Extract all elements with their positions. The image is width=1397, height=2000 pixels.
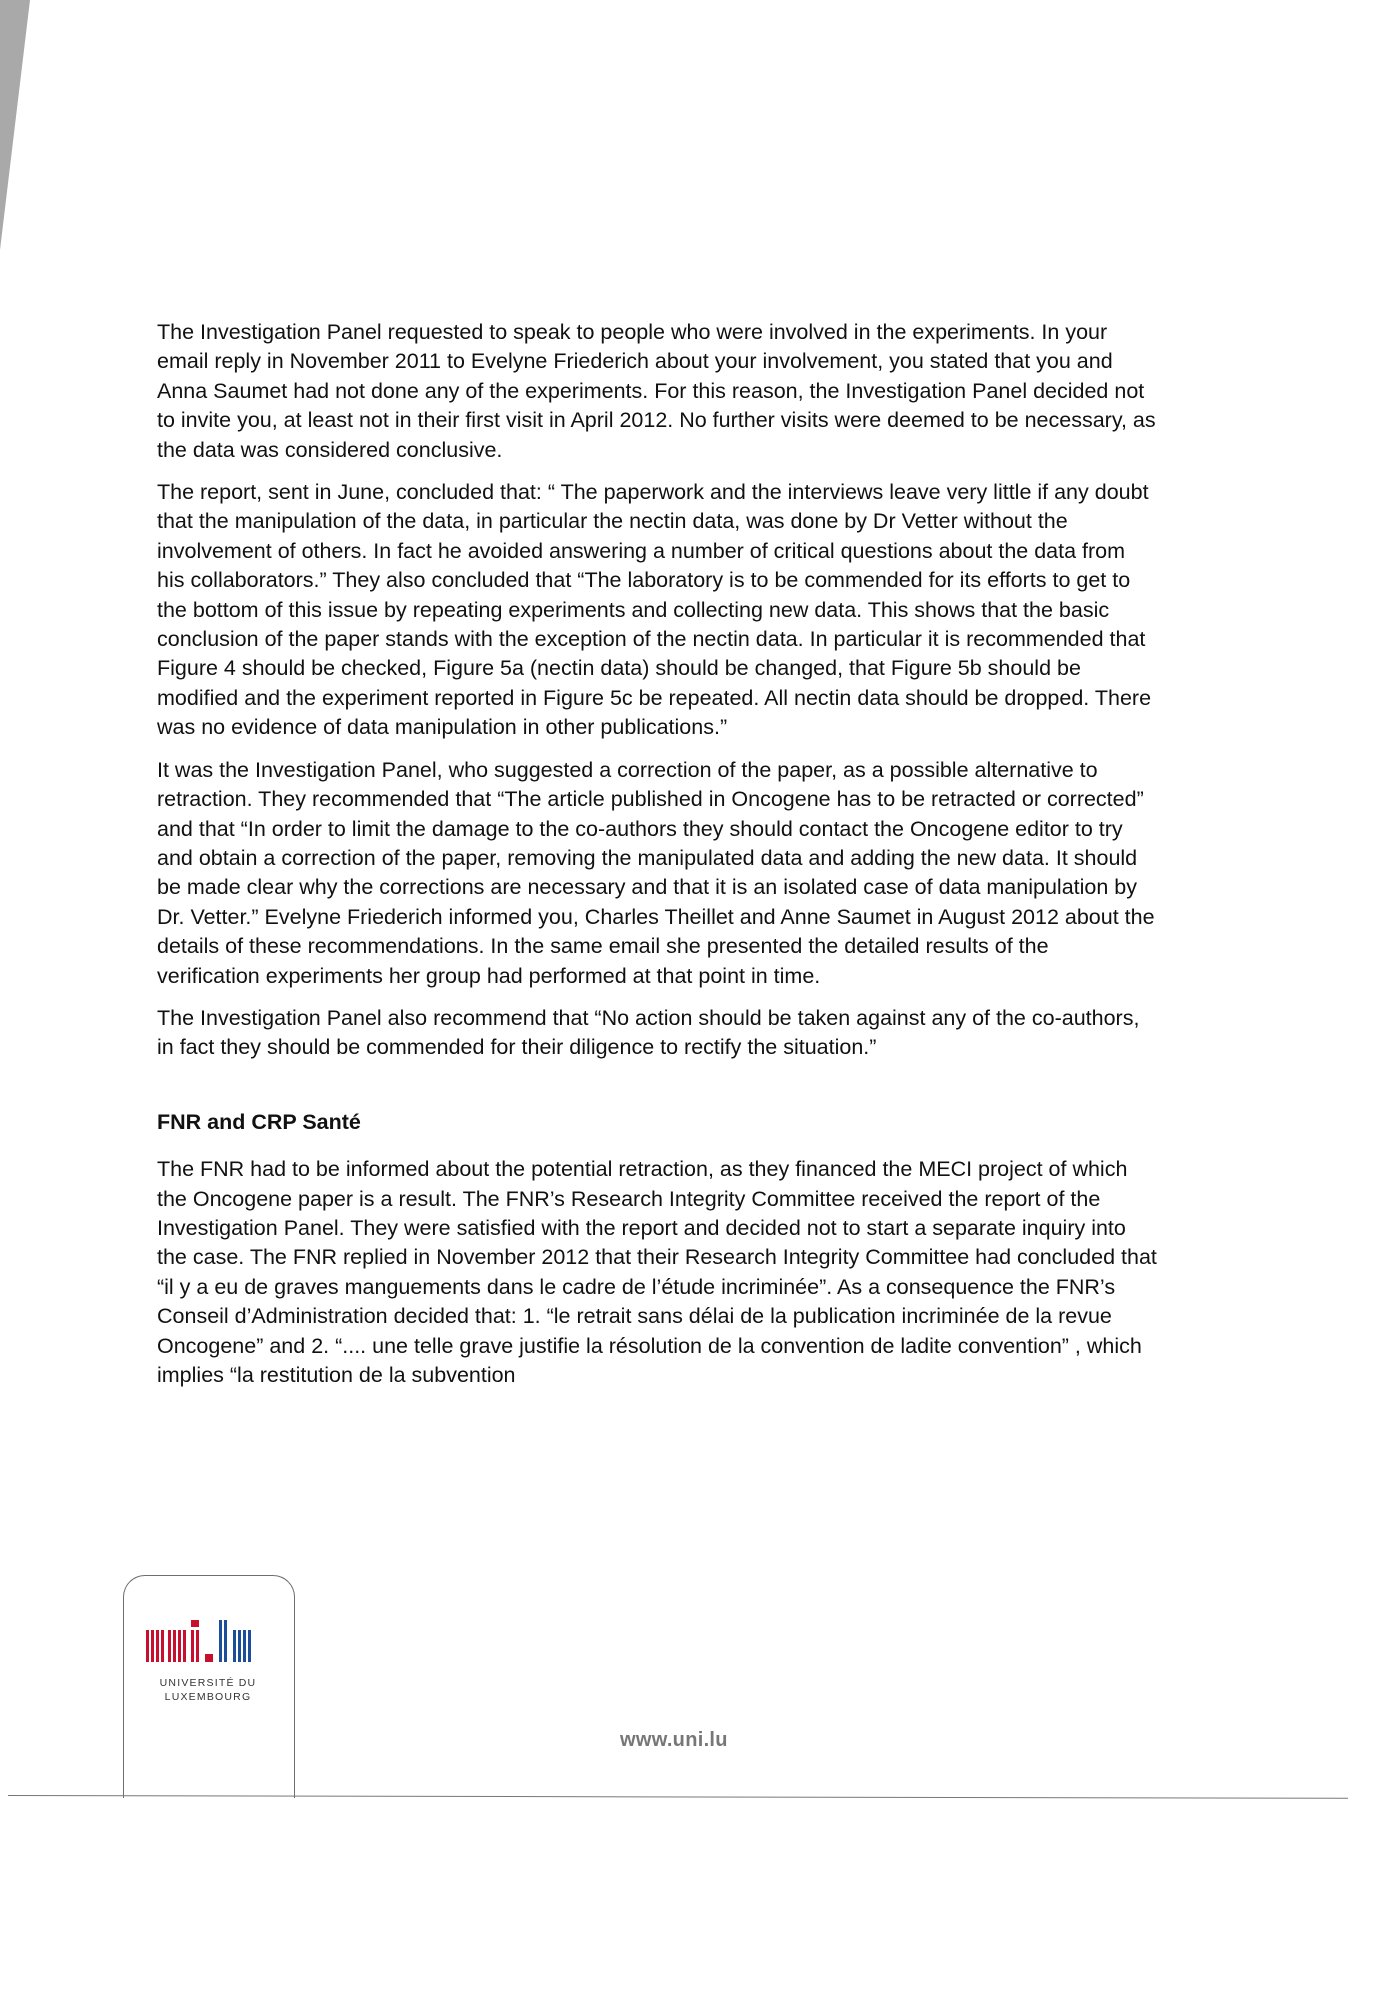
paragraph-fnr: The FNR had to be informed about the potential retraction, as they financed the MECI project of which the Oncogene paper is a result. The FNR’s Research Integrity Committee received the report of the Investigation Panel. They were satisfied with the report and decided not to start a separate inquiry into the case. The FNR replied in November 2012 that their Research Integrity Committee had concluded that “il y a eu de graves manguements dans le cadre de l’étude incriminée”. As a consequence the FNR’s Conseil d’Administration decided that: 1. “le retrait sans délai de la publication incriminée de la revue Oncogene” and 2. “.... une telle grave justifie la résolution de la convention de ladite convention” , which implies “la restitution de la subvention <box>157 1157 1157 1387</box>
uni-lu-logo-mark-icon <box>146 1620 268 1662</box>
university-logo <box>123 1575 295 1798</box>
paragraph-no-action: The Investigation Panel also recommend that “No action should be taken against any of the co-authors, in fact they should be commended for their diligence to rectify the situation.” <box>157 1005 1140 1060</box>
section-heading-fnr: FNR and CRP Santé <box>157 1109 361 1134</box>
paragraph-report-conclusion: The report, sent in June, concluded that: “ The paperwork and the interviews leave very little if any doubt that the manipulation of the data, in particular the nectin data, was done by Dr Vetter without the involvement of others. In fact he avoided answering a number of critical questions about the data from his collaborators.” They also concluded that “The laboratory is to be commended for its efforts to get to the bottom of this issue by repeating experiments and collecting new data. This shows that the basic conclusion of the paper stands with the exception of the nectin data. In particular it is recommended that Figure 4 should be checked, Figure 5a (nectin data) should be changed, that Figure 5b should be modified and the experiment reported in Figure 5c be repeated. All nectin data should be dropped. There was no evidence of data manipulation in other publications.” <box>157 480 1152 740</box>
letter-body <box>157 318 1157 1403</box>
paragraph-correction-suggestion: It was the Investigation Panel, who suggested a correction of the paper, as a possible alternative to retraction. They recommended that “The article published in Oncogene has to be retracted or corrected” and that “In order to limit the damage to the co-authors they should contact the Oncogene editor to try and obtain a correction of the paper, removing the manipulated data and adding the new data. It should be made clear why the corrections are necessary and that it is an isolated case of data manipulation by Dr. Vetter.” Evelyne Friederich informed you, Charles Theillet and Anne Saumet in August 2012 about the details of these recommendations. In the same email she presented the detailed results of the verification experiments her group had performed at that point in time. <box>157 757 1155 988</box>
logo-caption-line-1: UNIVERSITÉ DU <box>159 1677 257 1689</box>
logo-caption <box>130 1676 286 1704</box>
logo-caption-line-2: LUXEMBOURG <box>164 1691 252 1703</box>
logo-glyphs-icon <box>146 1620 268 1662</box>
footer-url: www.uni.lu <box>620 1729 728 1751</box>
paragraph-investigation-panel: The Investigation Panel requested to speak to people who were involved in the experiments. In your email reply in November 2011 to Evelyne Friederich about your involvement, you stated that you and Anna Saumet had not done any of the experiments. For this reason, the Investigation Panel decided not to invite you, at least not in their first visit in April 2012. No further visits were deemed to be necessary, as the data was considered conclusive. <box>157 320 1156 462</box>
scan-corner-shadow <box>0 0 30 250</box>
